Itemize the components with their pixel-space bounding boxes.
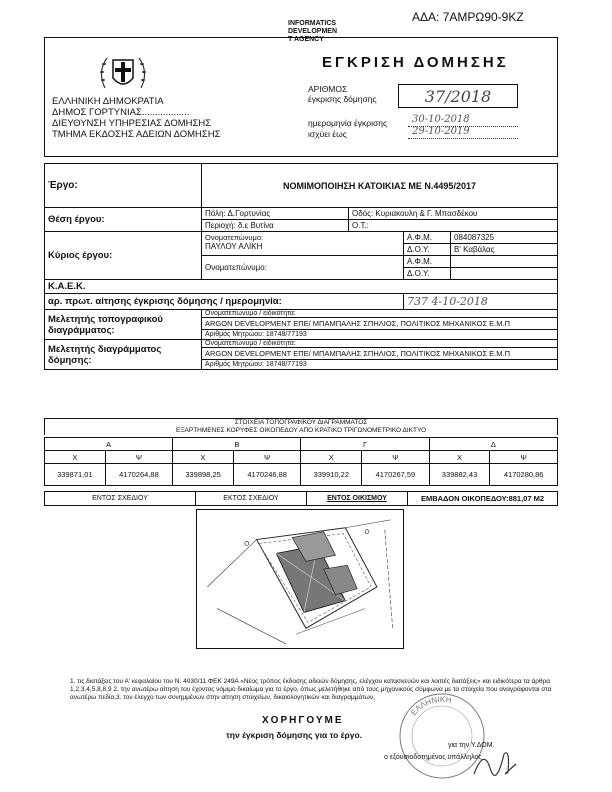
point-header: Β — [173, 438, 301, 451]
location-ot: Ο.Τ.: — [349, 220, 558, 232]
grant-text: την έγκριση δόμησης για το έργο. — [226, 730, 363, 740]
y-header: Ψ — [362, 451, 430, 464]
owner-afm: 084087325 — [451, 232, 558, 244]
coord-value: 339898,25 — [173, 464, 234, 486]
coord-value: 4170246,88 — [233, 464, 301, 486]
owner-name-cell: Ονοματεπώνυμο: ΠΑΥΛΟΥ ΑΛΙΚΗ — [202, 232, 404, 256]
grant-heading: ΧΟΡΗΓΟΥΜΕ — [262, 715, 344, 726]
owner-doy-label: Δ.Ο.Υ. — [404, 244, 451, 256]
coords-title: ΣΤΟΙΧΕΙΑ ΤΟΠΟΓΡΑΦΙΚΟΥ ΔΙΑΓΡΑΜΜΑΤΟΣ ΕΞΑΡΤΗΜΕΝΕΣ ΚΟΡΥΦΕΣ ΟΙΚΟΠΕΔΟΥ ΑΠΟ ΚΡΑΤΙΚΟ ΤΡΙΓΩΝΟΜΕΤΡΙΚΟ ΔΙΚΤΥΟ — [44, 418, 558, 435]
stamp-text: ΕΛΛΗΝΙΚΗ — [409, 694, 453, 718]
legal-basis-text: 1. τις διατάξεις του Α' κεφαλαίου του Ν. 4030/11 ΦΕΚ 249Α «Νέος τρόπος έκδοσης αδειών δόμησης, ελέγχου κατασκευών και λοιπές διατάξεις» και ειδικότερα τα άρθρα 1,2,3,4,5,8,8,9 2. την ανωτέρω αίτηση του έχοντος νόμιμο δικαίωμα για το έργο, όπως μελετήθηκε από τους μηχανικούς σύμφωνα με τα στοιχεία που αναγράφονται στα ανωτέρω πεδία,3. τον έλεγχο των συνημμένων στην αίτηση στοιχείων, δικαιολογητικών και διαγραμμάτων, — [70, 678, 552, 701]
coords-table — [44, 437, 558, 486]
owner-afm-label: Α.Φ.Μ. — [404, 232, 451, 244]
protocol-value: 737 4-10-2018 — [404, 294, 558, 310]
owner-label: Κύριος έργου: — [45, 232, 202, 280]
y-header: Ψ — [105, 451, 173, 464]
design-label: Μελετητής διαγράμματος δόμησης: — [45, 340, 202, 370]
coord-value: 339871,01 — [45, 464, 106, 486]
out-plan: ΕΚΤΟΣ ΣΧΕΔΙΟΥ — [196, 492, 307, 506]
protocol-label: αρ. πρωτ. αίτησης έγκρισης δόμησης / ημερομηνία: — [45, 294, 404, 310]
owner2-afm-label: Α.Φ.Μ. — [404, 256, 451, 268]
site-table — [44, 491, 558, 506]
owner2-doy — [451, 268, 558, 280]
location-label: Θέση έργου: — [45, 208, 202, 232]
owner2-name-label: Ονοματεπώνυμο: — [202, 256, 404, 280]
ada-code: ΑΔΑ: 7ΑΜΡΩ90-9ΚΖ — [412, 10, 524, 24]
point-header: Α — [45, 438, 173, 451]
document-title: ΕΓΚΡΙΣΗ ΔΟΜΗΣΗΣ — [322, 54, 509, 71]
project-value: ΝΟΜΙΜΟΠΟΙΗΣΗ ΚΑΤΟΙΚΙΑΣ ΜΕ Ν.4495/2017 — [202, 164, 558, 208]
date-line — [408, 126, 518, 127]
y-header: Ψ — [233, 451, 301, 464]
x-header: Χ — [173, 451, 234, 464]
owner2-doy-label: Δ.Ο.Υ. — [404, 268, 451, 280]
point-header: Δ — [429, 438, 557, 451]
coord-value: 339910,22 — [301, 464, 362, 486]
point-header: Γ — [301, 438, 429, 451]
owner2-afm — [451, 256, 558, 268]
x-header: Χ — [429, 451, 490, 464]
topo-reg: Αριθμός Μητρώου: 18748/77193 — [202, 330, 558, 340]
ida-logo: INFORMATICS DEVELOPMEN T AGENCY — [288, 20, 338, 43]
design-reg: Αριθμός Μητρώου: 18748/77193 — [202, 360, 558, 370]
date-line — [408, 138, 518, 139]
site-plan-drawing — [196, 509, 404, 649]
signature-for: για την Υ.ΔΟΜ. — [448, 742, 495, 749]
x-header: Χ — [301, 451, 362, 464]
coord-value: 4170264,88 — [105, 464, 173, 486]
x-header: Χ — [45, 451, 106, 464]
coord-value: 339882,43 — [429, 464, 490, 486]
project-label: Έργο: — [45, 164, 202, 208]
signature-role: ο εξουσιοδοτημένος υπάλληλος — [384, 754, 482, 761]
dates-labels: ημερομηνία έγκρισης ισχύει έως — [308, 118, 388, 139]
topo-label: Μελετητής τοπογραφικού διαγράμματος: — [45, 310, 202, 340]
location-area: Περιοχή: δ.ε Βυτίνα — [202, 220, 349, 232]
authority-block: ΕΛΛΗΝΙΚΗ ΔΗΜΟΚΡΑΤΙΑ ΔΗΜΟΣ ΓΟΡΤΥΝΙΑΣ.................. ΔΙΕΥΘΥΝΣΗ ΥΠΗΡΕΣΙΑΣ ΔΟΜΗΣΗΣ ΤΜΗΜΑ ΕΚΔΟΣΗΣ ΑΔΕΙΩΝ ΔΟΜΗΣΗΣ — [52, 96, 221, 140]
topo-name: ARGON DEVELOPMENT ΕΠΕ/ ΜΠΑΜΠΑΛΗΣ ΣΠΗΛΙΟΣ, ΠΟΛΙΤΙΚΟΣ ΜΗΧΑΝΙΚΟΣ Ε.Μ.Π — [202, 318, 558, 330]
location-street: Οδός: Κυριακουλη & Γ. Μπασδέκου — [349, 208, 558, 220]
owner-doy: Β' Καβάλας — [451, 244, 558, 256]
coord-value: 4170280,86 — [490, 464, 558, 486]
coord-value: 4170267,59 — [362, 464, 430, 486]
y-header: Ψ — [490, 451, 558, 464]
number-label: ΑΡΙΘΜΟΣ έγκρισης δόμησης — [308, 84, 377, 104]
greek-crest-icon — [95, 52, 151, 96]
design-name-label: Ονοματεπώνυμο / ειδικότητα: — [202, 340, 558, 348]
signature-scribble-icon — [470, 744, 520, 780]
location-city: Πόλη: Δ.Γορτυνίας — [202, 208, 349, 220]
number-value: 37/2018 — [398, 84, 518, 108]
kaek-label: Κ.Α.Ε.Κ. — [45, 280, 558, 294]
dates-values: 30-10-2018 29-10-2019 — [412, 114, 470, 137]
topo-name-label: Ονοματεπώνυμο / ειδικότητα: — [202, 310, 558, 318]
in-plan: ΕΝΤΟΣ ΣΧΕΔΙΟΥ — [45, 492, 196, 506]
plot-area: ΕΜΒΑΔΟΝ ΟΙΚΟΠΕΔΟΥ:881,07 Μ2 — [408, 492, 558, 506]
in-settlement: ΕΝΤΟΣ ΟΙΚΙΣΜΟΥ — [307, 492, 408, 506]
design-name: ARGON DEVELOPMENT ΕΠΕ/ ΜΠΑΜΠΑΛΗΣ ΣΠΗΛΙΟΣ, ΠΟΛΙΤΙΚΟΣ ΜΗΧΑΝΙΚΟΣ Ε.Μ.Π — [202, 348, 558, 360]
project-table — [44, 163, 558, 370]
